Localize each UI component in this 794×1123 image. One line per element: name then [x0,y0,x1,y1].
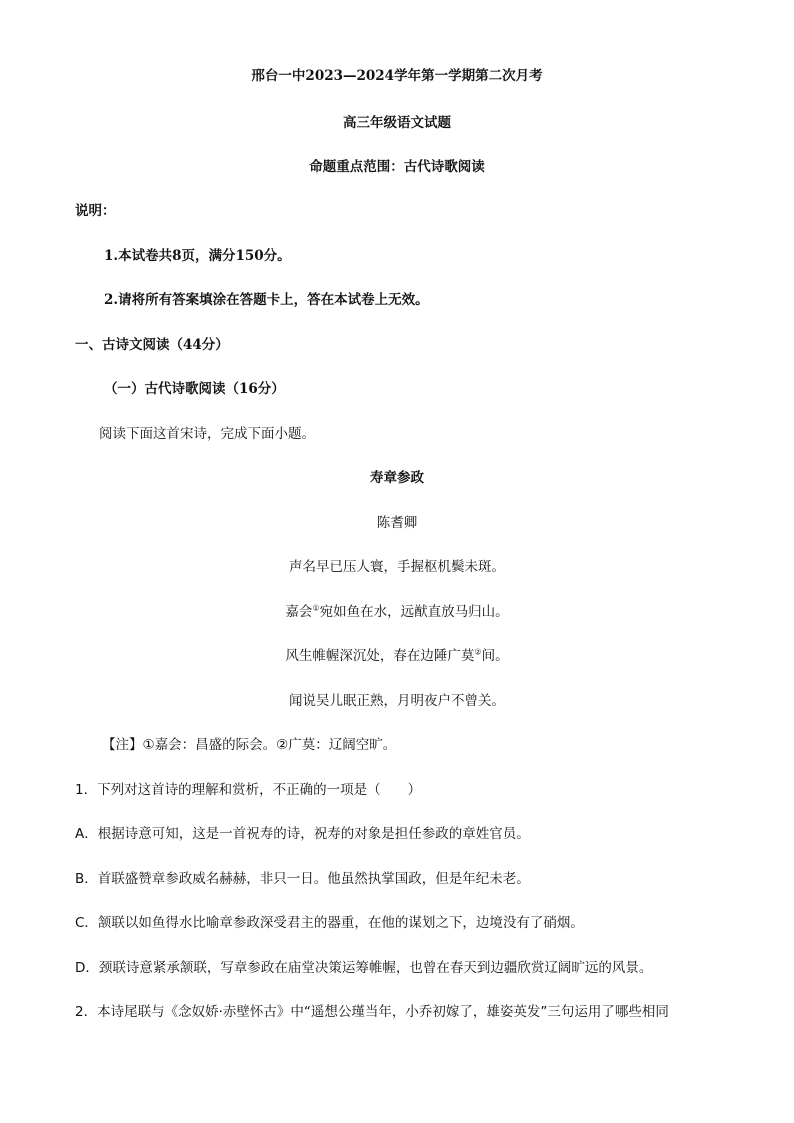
instruction-item-1: 1.本试卷共8页，满分150分。 [104,248,291,264]
reading-prompt: 阅读下面这首宋诗，完成下面小题。 [99,426,315,442]
poem-notes: 【注】①嘉会：昌盛的际会。②广莫：辽阔空旷。 [102,737,397,753]
question-1: 1．下列对这首诗的理解和赏析，不正确的一项是（ ） [75,782,422,798]
question-1-option-a: A．根据诗意可知，这是一首祝寿的诗，祝寿的对象是担任参政的章姓官员。 [75,826,530,842]
section-title: 一、古诗文阅读（44分） [75,337,229,353]
poem-line-4: 闻说吴儿眠正熟，月明夜户不曾关。 [289,693,505,709]
footnote-marker-2: ② [474,647,482,657]
poem-line-1: 声名早已压人寰，手握枢机鬓未斑。 [289,559,505,575]
question-2: 2．本诗尾联与《念奴娇·赤壁怀古》中“遥想公瑾当年，小乔初嫁了，雄姿英发”三句运用了哪些相同 [75,1004,669,1020]
question-1-option-b: B．首联盛赞章参政威名赫赫，非只一日。他虽然执掌国政，但是年纪未老。 [75,871,530,887]
subject-title: 高三年级语文试题 [343,115,451,131]
subsection-title: （一）古代诗歌阅读（16分） [104,381,285,397]
instruction-item-2: 2.请将所有答案填涂在答题卡上，答在本试卷上无效。 [104,292,429,308]
poem-title: 寿章参政 [370,470,424,486]
scope-line: 命题重点范围：古代诗歌阅读 [309,159,485,175]
poem-line-2 [0,603,794,621]
instructions-label: 说明： [75,203,116,219]
poem-author: 陈耆卿 [376,515,418,531]
question-1-option-d: D．颈联诗意紧承颔联，写章参政在庙堂决策运筹帷幄，也曾在春天到边疆欣赏辽阔旷远的风景。 [75,960,653,976]
footnote-marker-1: ① [312,603,320,613]
poem-line-3-start: 风生帷幄深沉处，春在边陲广莫 [285,648,475,664]
exam-title: 邢台一中2023—2024学年第一学期第二次月考 [251,68,543,84]
poem-line-3-end: 间。 [481,648,509,664]
poem-line-2-start: 嘉会 [285,604,313,620]
poem-line-2-end: 宛如鱼在水，远猷直放马归山。 [319,604,509,620]
question-1-option-c: C．颔联以如鱼得水比喻章参政深受君主的器重，在他的谋划之下，边境没有了硝烟。 [75,915,584,931]
poem-line-3 [0,647,794,665]
